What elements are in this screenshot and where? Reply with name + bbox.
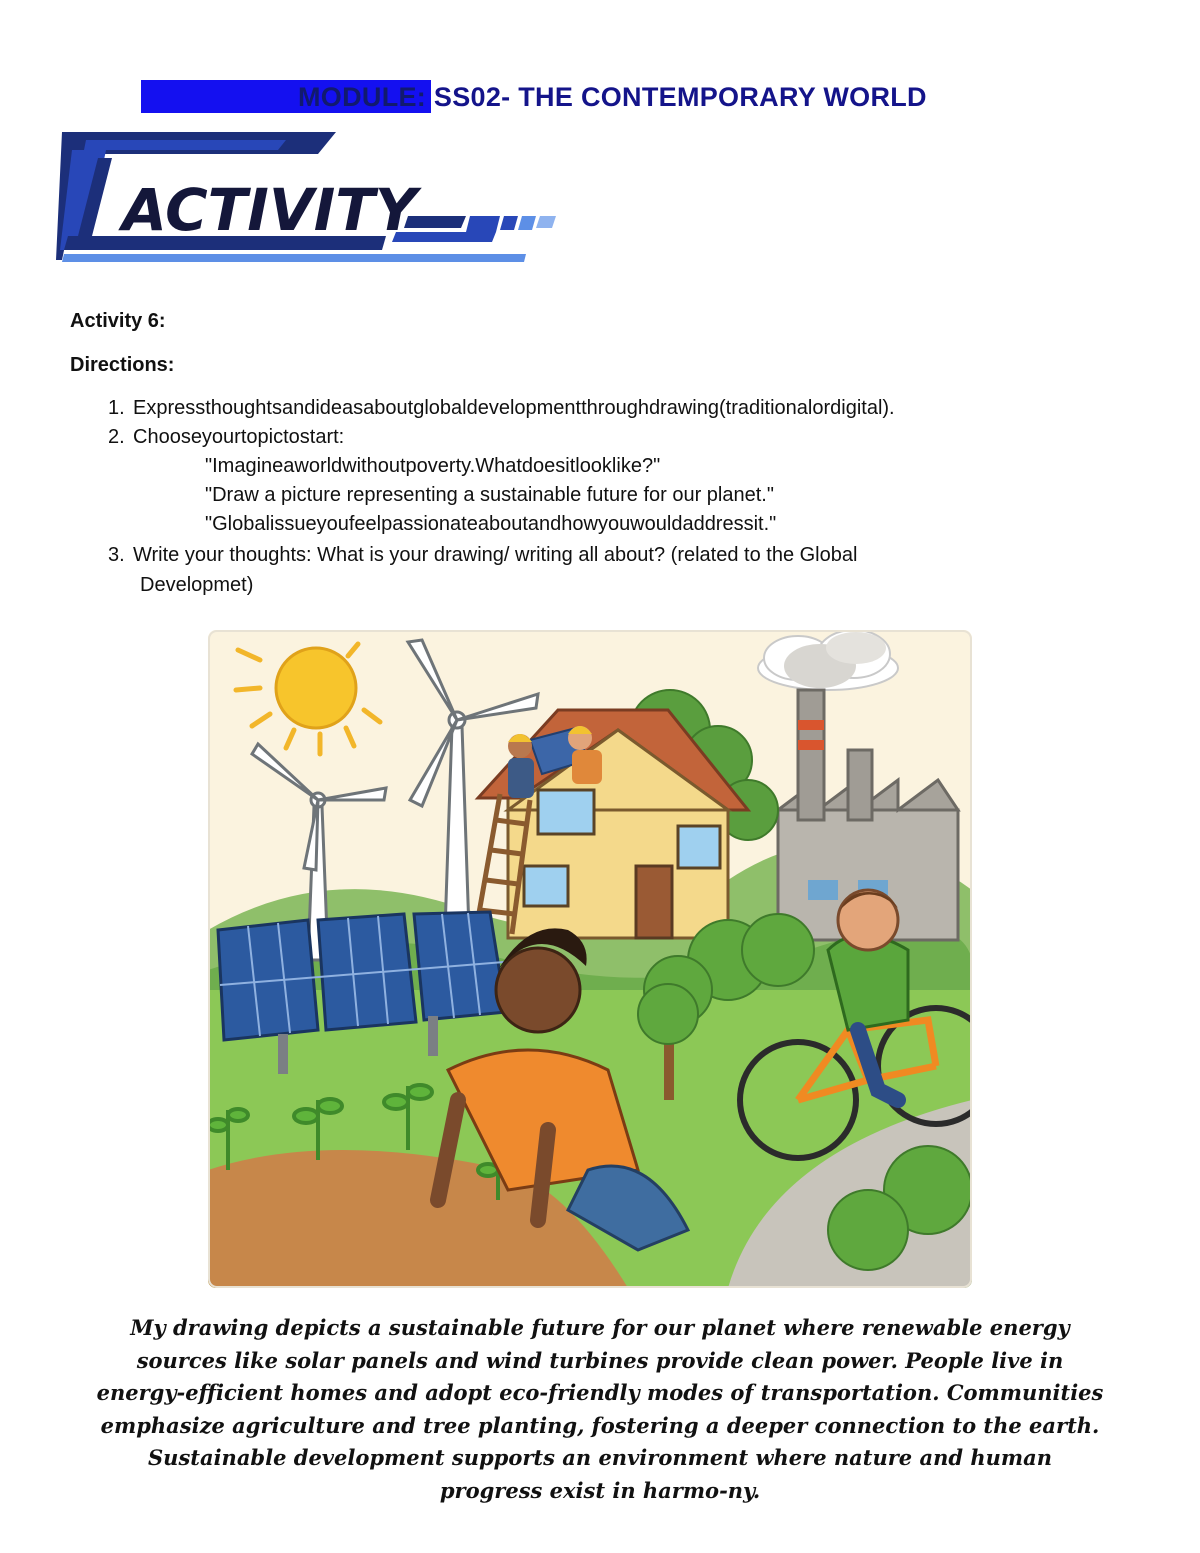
direction-2-text: Chooseyourtopictostart: [133, 426, 345, 448]
activity-title: Activity 6: [70, 310, 166, 332]
module-label: MODULE: [298, 82, 427, 112]
reflection-line: My drawing depicts a sustainable future for our planet where renewable energy [130, 1315, 1070, 1340]
banner-trail-3 [500, 216, 518, 230]
activity-banner [56, 132, 596, 272]
banner-title: ACTIVITY [122, 176, 417, 244]
direction-3-continued: Developmet) [140, 574, 254, 596]
banner-trail-2 [466, 216, 500, 232]
topic-1: "Imagineaworldwithoutpoverty.Whatdoesitlooklike?" [205, 455, 661, 477]
topic-2: "Draw a picture representing a sustainable future for our planet." [205, 484, 774, 506]
reflection-line: energy-efficient homes and adopt eco-friendly modes of transportation. Communities [96, 1380, 1104, 1405]
direction-3-number: 3. [108, 544, 125, 566]
direction-1-number: 1. [108, 397, 125, 419]
direction-3-text: Write your thoughts: What is your drawing/ writing all about? (related to the Global [133, 544, 858, 566]
reflection-line: sources like solar panels and wind turbines provide clean power. People live in [136, 1347, 1064, 1373]
reflection-line: progress exist in harmo-ny. [439, 1477, 761, 1503]
module-title: SS02- THE CONTEMPORARY WORLD [433, 82, 927, 112]
reflection-line: emphasize agriculture and tree planting, fostering a deeper connection to the earth. [100, 1412, 1100, 1438]
reflection-line: Sustainable development supports an environment where nature and human [148, 1445, 1052, 1470]
banner-stripe-top [84, 140, 286, 150]
reflection-paragraph [20, 1312, 1180, 1507]
banner-trail-5 [536, 216, 556, 228]
direction-2-number: 2. [108, 426, 125, 448]
direction-1-text: Expressthoughtsandideasaboutglobaldevelopmentthroughdrawing(traditionalordigital). [133, 397, 895, 419]
topic-3: "Globalissueyoufeelpassionateaboutandhowyouwouldaddressit." [205, 513, 777, 535]
banner-bottom-stripe [62, 254, 526, 262]
directions-heading: Directions: [70, 354, 175, 376]
module-heading [298, 82, 927, 113]
banner-trail-4 [518, 216, 536, 230]
sustainable-future-illustration [208, 630, 972, 1288]
